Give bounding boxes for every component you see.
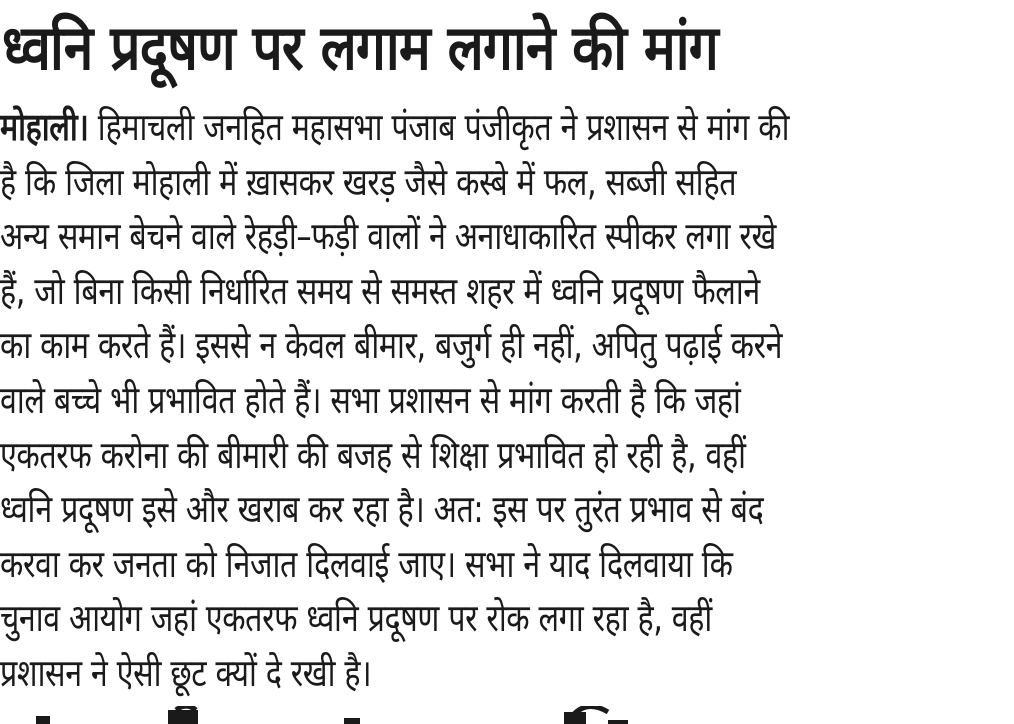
body-line-5: का काम करते हैं। इससे न केवल बीमार, बजुर्ग ही नहीं, अपितु पढ़ाई करने: [0, 323, 783, 368]
article-body: [0, 100, 1014, 701]
body-line-11: प्रशासन ने ऐसी छूट क्यों दे रखी है।: [0, 650, 372, 695]
body-line-3: अन्य समान बेचने वाले रेहड़ी–फड़ी वालों ने अनाधाकारित स्पीकर लगा रखे: [0, 214, 776, 259]
next-headline-fragment: [8, 706, 908, 724]
body-line-1: [0, 100, 811, 155]
body-line-6: वाले बच्चे भी प्रभावित होते हैं। सभा प्रशासन से मांग करती है कि जहां: [0, 377, 741, 422]
article-headline: ध्वनि प्रदूषण पर लगाम लगाने की मांग: [2, 11, 718, 84]
cropped-headline-glyphs: [8, 706, 908, 724]
body-line-9: करवा कर जनता को निजात दिलवाई जाए। सभा ने याद दिलवाया कि: [0, 541, 733, 586]
body-line-4: हैं, जो बिना किसी निर्धारित समय से समस्त शहर में ध्वनि प्रदूषण फैलाने: [0, 268, 760, 313]
body-line-2: है कि जिला मोहाली में ख़ासकर खरड़ जैसे कस्बे में फल, सब्जी सहित: [0, 159, 737, 204]
body-line-8: ध्वनि प्रदूषण इसे और खराब कर रहा है। अत: इस पर तुरंत प्रभाव से बंद: [0, 487, 764, 532]
body-line-1-text: हिमाचली जनहित महासभा पंजाब पंजीकृत ने प्रशासन से मांग की: [88, 105, 790, 149]
body-line-10: चुनाव आयोग जहां एकतरफ ध्वनि प्रदूषण पर रोक लगा रहा है, वहीं: [0, 596, 712, 641]
dateline: मोहाली।: [0, 105, 89, 149]
body-line-7: एकतरफ करोना की बीमारी की बजह से शिक्षा प्रभावित हो रही है, वहीं: [0, 432, 746, 477]
